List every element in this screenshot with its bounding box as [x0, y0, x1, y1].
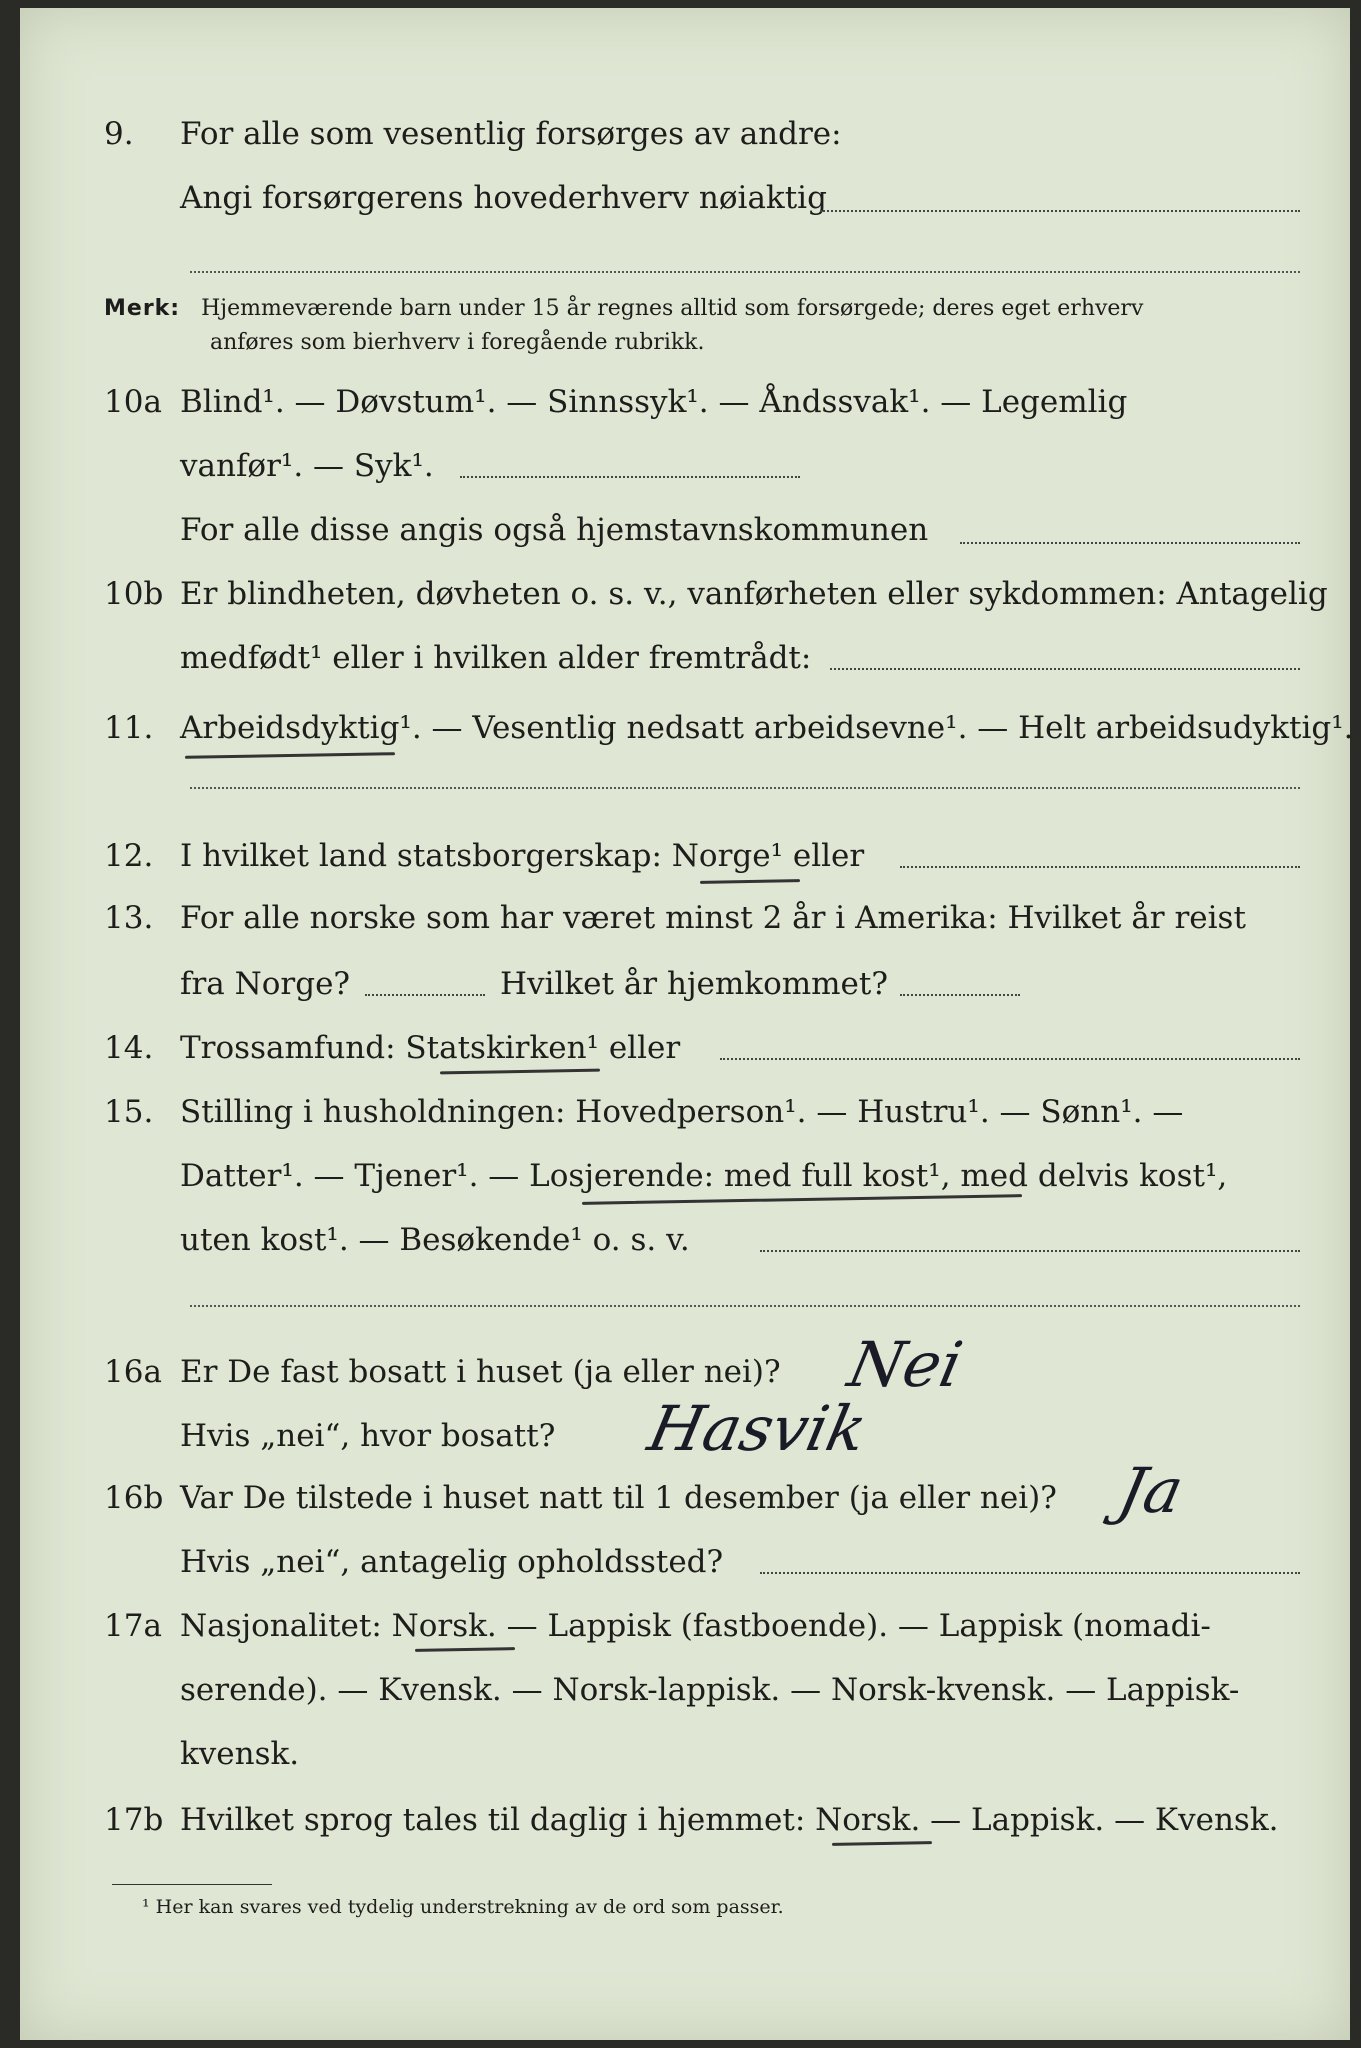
handwritten-underline: [440, 1069, 600, 1075]
question-text: kvensk.: [180, 1736, 300, 1772]
answer-line[interactable]: [820, 208, 1300, 212]
question-number: 10a: [104, 384, 162, 420]
note-merk: [104, 296, 1143, 321]
question-number: 10b: [104, 576, 164, 612]
footnote: ¹ Her kan svares ved tydelig understrekning av de ord som passer.: [142, 1896, 784, 1918]
question-text: Blind¹. — Døvstum¹. — Sinnssyk¹. — Åndssvak¹. — Legemlig: [180, 384, 1128, 420]
answer-line[interactable]: [720, 1056, 1300, 1060]
answer-line[interactable]: [190, 1304, 1300, 1307]
question-text: Angi forsørgerens hovederhverv nøiaktig: [180, 180, 827, 216]
question-number: 16b: [104, 1480, 164, 1516]
answer-line[interactable]: [900, 992, 1020, 996]
question-text: Er blindheten, døvheten o. s. v., vanførheten eller sykdommen: Antagelig: [180, 576, 1328, 612]
question-text: medfødt¹ eller i hvilken alder fremtrådt:: [180, 640, 812, 676]
note-text-line-2: anføres som bierhverv i foregående rubrikk.: [210, 330, 705, 355]
question-text: Hvis „nei“, hvor bosatt?: [180, 1418, 556, 1454]
question-text: serende). — Kvensk. — Norsk-lappisk. — Norsk-kvensk. — Lappisk-: [180, 1672, 1240, 1708]
handwritten-answer-ja: Ja: [1112, 1454, 1190, 1527]
handwritten-answer-hasvik: Hasvik: [642, 1392, 874, 1465]
question-text: I hvilket land statsborgerskap: Norge¹ eller: [180, 838, 865, 874]
question-number: 9.: [104, 116, 134, 152]
question-number: 12.: [104, 838, 154, 874]
handwritten-underline: [185, 752, 395, 759]
question-text: uten kost¹. — Besøkende¹ o. s. v.: [180, 1222, 690, 1258]
answer-line[interactable]: [960, 540, 1300, 544]
handwritten-answer-nei: Nei: [842, 1328, 969, 1401]
question-text: Stilling i husholdningen: Hovedperson¹. — Hustru¹. — Sønn¹. —: [180, 1094, 1184, 1130]
question-text: Nasjonalitet: Norsk. — Lappisk (fastboende). — Lappisk (nomadi-: [180, 1608, 1211, 1644]
question-text: Datter¹. — Tjener¹. — Losjerende: med full kost¹, med delvis kost¹,: [180, 1158, 1228, 1194]
answer-line[interactable]: [190, 270, 1300, 273]
answer-line[interactable]: [760, 1570, 1300, 1574]
handwritten-underline: [700, 879, 800, 884]
question-text: For alle disse angis også hjemstavnskommunen: [180, 512, 929, 548]
question-text: Er De fast bosatt i huset (ja eller nei)?: [180, 1354, 781, 1390]
question-number: 14.: [104, 1030, 154, 1066]
answer-line[interactable]: [760, 1248, 1300, 1252]
question-number: 16a: [104, 1354, 162, 1390]
question-number: 11.: [104, 710, 154, 746]
answer-line[interactable]: [190, 786, 1300, 789]
answer-line[interactable]: [830, 666, 1300, 670]
question-text: Hvis „nei“, antagelig opholdssted?: [180, 1544, 724, 1580]
question-text: Hvilket år hjemkommet?: [500, 966, 888, 1002]
note-text: Hjemmeværende barn under 15 år regnes alltid som forsørgede; deres eget erhverv: [201, 296, 1144, 321]
answer-line[interactable]: [460, 474, 800, 478]
question-number: 17a: [104, 1608, 162, 1644]
footnote-divider: [112, 1884, 272, 1885]
question-text: Trossamfund: Statskirken¹ eller: [180, 1030, 681, 1066]
note-label: Merk:: [104, 296, 181, 321]
question-text: For alle norske som har været minst 2 år i Amerika: Hvilket år reist: [180, 900, 1246, 936]
handwritten-underline: [415, 1647, 515, 1652]
question-text: For alle som vesentlig forsørges av andre:: [180, 116, 842, 152]
question-text: Hvilket sprog tales til daglig i hjemmet: Norsk. — Lappisk. — Kvensk.: [180, 1802, 1279, 1838]
question-number: 17b: [104, 1802, 164, 1838]
question-text: Var De tilstede i huset natt til 1 desember (ja eller nei)?: [180, 1480, 1057, 1516]
handwritten-underline: [832, 1841, 932, 1846]
question-number: 15.: [104, 1094, 154, 1130]
question-number: 13.: [104, 900, 154, 936]
handwritten-underline: [582, 1194, 1022, 1205]
question-text: Arbeidsdyktig¹. — Vesentlig nedsatt arbeidsevne¹. — Helt arbeidsudyktig¹.: [180, 710, 1354, 746]
question-text: vanfør¹. — Syk¹.: [180, 448, 434, 484]
answer-line[interactable]: [900, 864, 1300, 868]
census-form-page: [20, 8, 1354, 2040]
answer-line[interactable]: [365, 992, 485, 996]
question-text: fra Norge?: [180, 966, 351, 1002]
